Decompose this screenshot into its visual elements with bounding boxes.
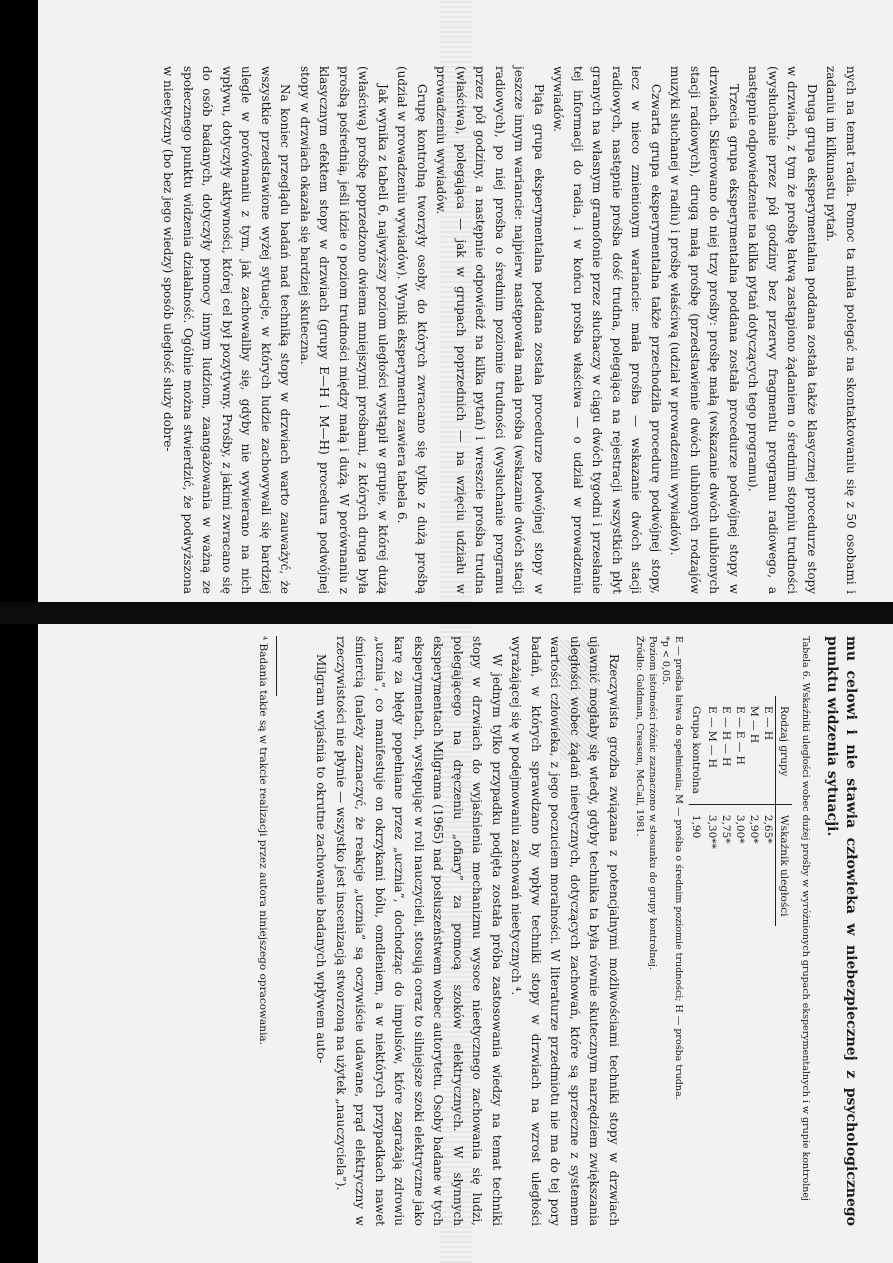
table-cell-group: M — H (748, 706, 760, 744)
table-header-group: Rodzaj grupy (776, 696, 793, 804)
table-cell-group: E — E — H (734, 706, 746, 765)
footnote: ⁴ Badania takie są w trakcie realizacji przez autora niniejszego opracowania. (257, 636, 269, 1046)
page-left-text (158, 62, 860, 598)
footnote-rule (276, 636, 277, 696)
paragraph: Trzecia grupa eksperymentalna poddana została procedurze podwójnej stopy w drzwiach. Skierowano do niej trzy prośby: prośbę małą (wskazanie dwóch ulubionych stacji radiowych), drugą małą prośbę (przedstawienie dwóch ulubionych rodzajów muzyki słuchanej w radiu) i prośbę właściwą (udział w prowadzeniu wywiadów). (668, 66, 741, 594)
table-row (761, 696, 776, 926)
table-cell-index: 1,90 (689, 804, 705, 926)
table-cell-group: E — M — H (706, 706, 718, 768)
table-row (733, 696, 747, 926)
table-row (747, 696, 761, 926)
page-right (90, 632, 860, 1230)
table-row (705, 696, 719, 926)
scan-edge-bar (0, 0, 38, 1263)
paragraph: Jak wynika z tabeli 6, najwyższy poziom uległości wystąpił w grupie, w której dużą (właściwą) prośbę poprzedzono dwiema mniejszymi prośbami, z których druga była prośbą pośrednią, jeśli idzie o poziom trudności między małą i dużą. W porównaniu z klasycznym efektem stopy w drzwiach (grupy E—H i M—H) procedura podwójnej stopy w drzwiach okazała się bardziej skuteczna. (298, 66, 390, 594)
paragraph: Rzeczywista groźba związana z potencjalnymi możliwościami techniki stopy w drzwiach ujawnić mogłaby się wtedy, gdyby technika ta była równie skutecznym narzędziem zwiększania uległości wobec żądań nieetycznych, dotyczących zachowań, które są sprzeczne z systemem wartości człowieka, z jego poczuciem moralności. W literaturze przedmiotu nie ma do tej pory badań, w których sprawdzano by wpływ techniki stopy w drzwiach na wzrost uległości wyrażającej się w podejmowaniu zachowań nieetycznych ⁴. (509, 636, 621, 1226)
continuation-text: mu celowi i nie stawia człowieka w niebezpiecznej z psychologicznego punktu widzenia sytuacji. (824, 636, 859, 1226)
paragraph: Grupę kontrolną tworzyły osoby, do których zwracano się tylko z dużą prośbą (udział w prowadzeniu wywiadów). Wyniki eksperymentu zawiera tabela 6. (395, 66, 429, 594)
table-row (719, 696, 733, 926)
table-cell-index: 3,00* (733, 804, 747, 926)
paragraph: Czwarta grupa eksperymentalna także przechodziła procedurę podwójnej stopy, lecz w nieco zmienionym wariancie: mała prośba — wskazanie dwóch stacji radiowych, następnie prośba dość trudna, polegająca na rejestracji wszystkich płyt granych na własnym gramofonie przez słuchaczy w ciągu dwóch tygodni i przesłanie tej informacji do radia, i w końcu prośba właściwa — o udział w prowadzeniu wywiadów. (551, 66, 663, 594)
paragraph: Milgram wyjaśnia to okrutne zachowanie badanych wpływem auto- (314, 654, 329, 1064)
table-cell-group: E — H — H (720, 706, 732, 767)
table-header-row (776, 696, 793, 926)
table-cell-index: 2,75* (719, 804, 733, 926)
paragraph: Druga grupa eksperymentalna poddana została także klasycznej procedurze stopy w drzwiach, z tym że prośbę łatwą zastąpiono żądaniem o średnim stopniu trudności (wysłuchanie przez pół godziny bez przerwy fragmentu programu radiowego, a następnie odpowiedzenie na kilka pytań dotyczących tego programu). (746, 66, 819, 594)
table-cell-index: 3,30** (705, 804, 719, 926)
table-note: E — prośba łatwa do spełnienia; M — prośba o średnim poziomie trudności; H — prośba trudna. (673, 636, 684, 1100)
table-header-index: Wskaźnik uległości (776, 804, 793, 926)
table-note: *p < 0,05. (660, 636, 671, 686)
table-cell-index: 2,65* (761, 804, 776, 926)
book-spine (0, 602, 893, 624)
table-cell-group: Grupa kontrolna (690, 706, 702, 794)
paragraph: W jednym tylko przypadku podjęta została próba zastosowania wiedzy na temat techniki stopy w drzwiach do wyjaśnienia mechanizmu wysoce nieetycznego zachowania się ludzi, polegającego na dręczeniu „ofiary” za pomocą szoków elektrycznych. W słynnych eksperymentach Milgrama (1965) nad posłuszeństwem wobec autorytetu. Osoby badane w tych eksperymentach, występując w roli nauczycieli, stosują coraz to silniejsze szoki elektryczne jako karę za błędy popełniane przez „ucznia”, dochodząc do impulsów, które zagrażają zdrowiu „ucznia”, co manifestuje on okrzykami bólu, omdleniem, a w niektórych przypadkach nawet śmiercią (należy zaznaczyć, że reakcje „ucznia” są oczywiście udawane, prąd elektryczny w rzeczywistości nie płynie — wszystko jest inscenizacją stworzoną na użytek „nauczyciela”). (334, 636, 504, 1226)
page-right-text (255, 632, 860, 1230)
paragraph: Na koniec przeglądu badań nad techniką stopy w drzwiach warto zauważyć, że wszystkie przedstawione wyżej sytuacje, w których ludzie zachowywali się bardziej ulegle w porównaniu z tym, jak zachowaliby się, gdyby nie wywierano na nich wpływu, dotyczyły aktywności, której cel był pozytywny. Prośby, z jakimi zwracano się do osób badanych, dotyczyły pomocy innym ludziom, zaangażowania w ważną ze społecznego punktu widzenia działalność. Ogólnie można stwierdzić, że podwyższona w nieetyczny (bo bez jego wiedzy) sposób uległość służy dobre- (161, 66, 293, 594)
table-cell-index: 2,90* (747, 804, 761, 926)
paragraph: nych na temat radia. Pomoc ta miała polegać na skontaktowaniu się z 50 osobami i zadaniu im kilkunastu pytań. (824, 66, 858, 594)
table-6 (689, 696, 792, 926)
table-source: Źródło: Goldman, Creason, McCall, 1981. (634, 636, 645, 837)
paragraph: Piąta grupa eksperymentalna poddana została procedurze podwójnej stopy w jeszcze innym wariancie: najpierw następowała mała prośba (wskazanie dwóch stacji radiowych), po niej prośba o średnim poziomie trudności (wysłuchanie programu przez pół godziny, a następnie odpowiedź na kilka pytań) i wreszcie prośba trudna (właściwa), polegająca — jak w grupach poprzednich — na wzięciu udziału w prowadzeniu wywiadów. (434, 66, 546, 594)
table-cell-group: E — H (762, 706, 774, 740)
table-title: Tabela 6. Wskaźniki uległości wobec dużej prośby w wyróżnionych grupach eksperymentalnych i w grupie kontrolnej (800, 636, 811, 1201)
page-left (46, 62, 860, 598)
table-row (689, 696, 705, 926)
table-note: Poziom istotności różnic zaznaczono w stosunku do grupy kontrolnej. (647, 636, 658, 971)
